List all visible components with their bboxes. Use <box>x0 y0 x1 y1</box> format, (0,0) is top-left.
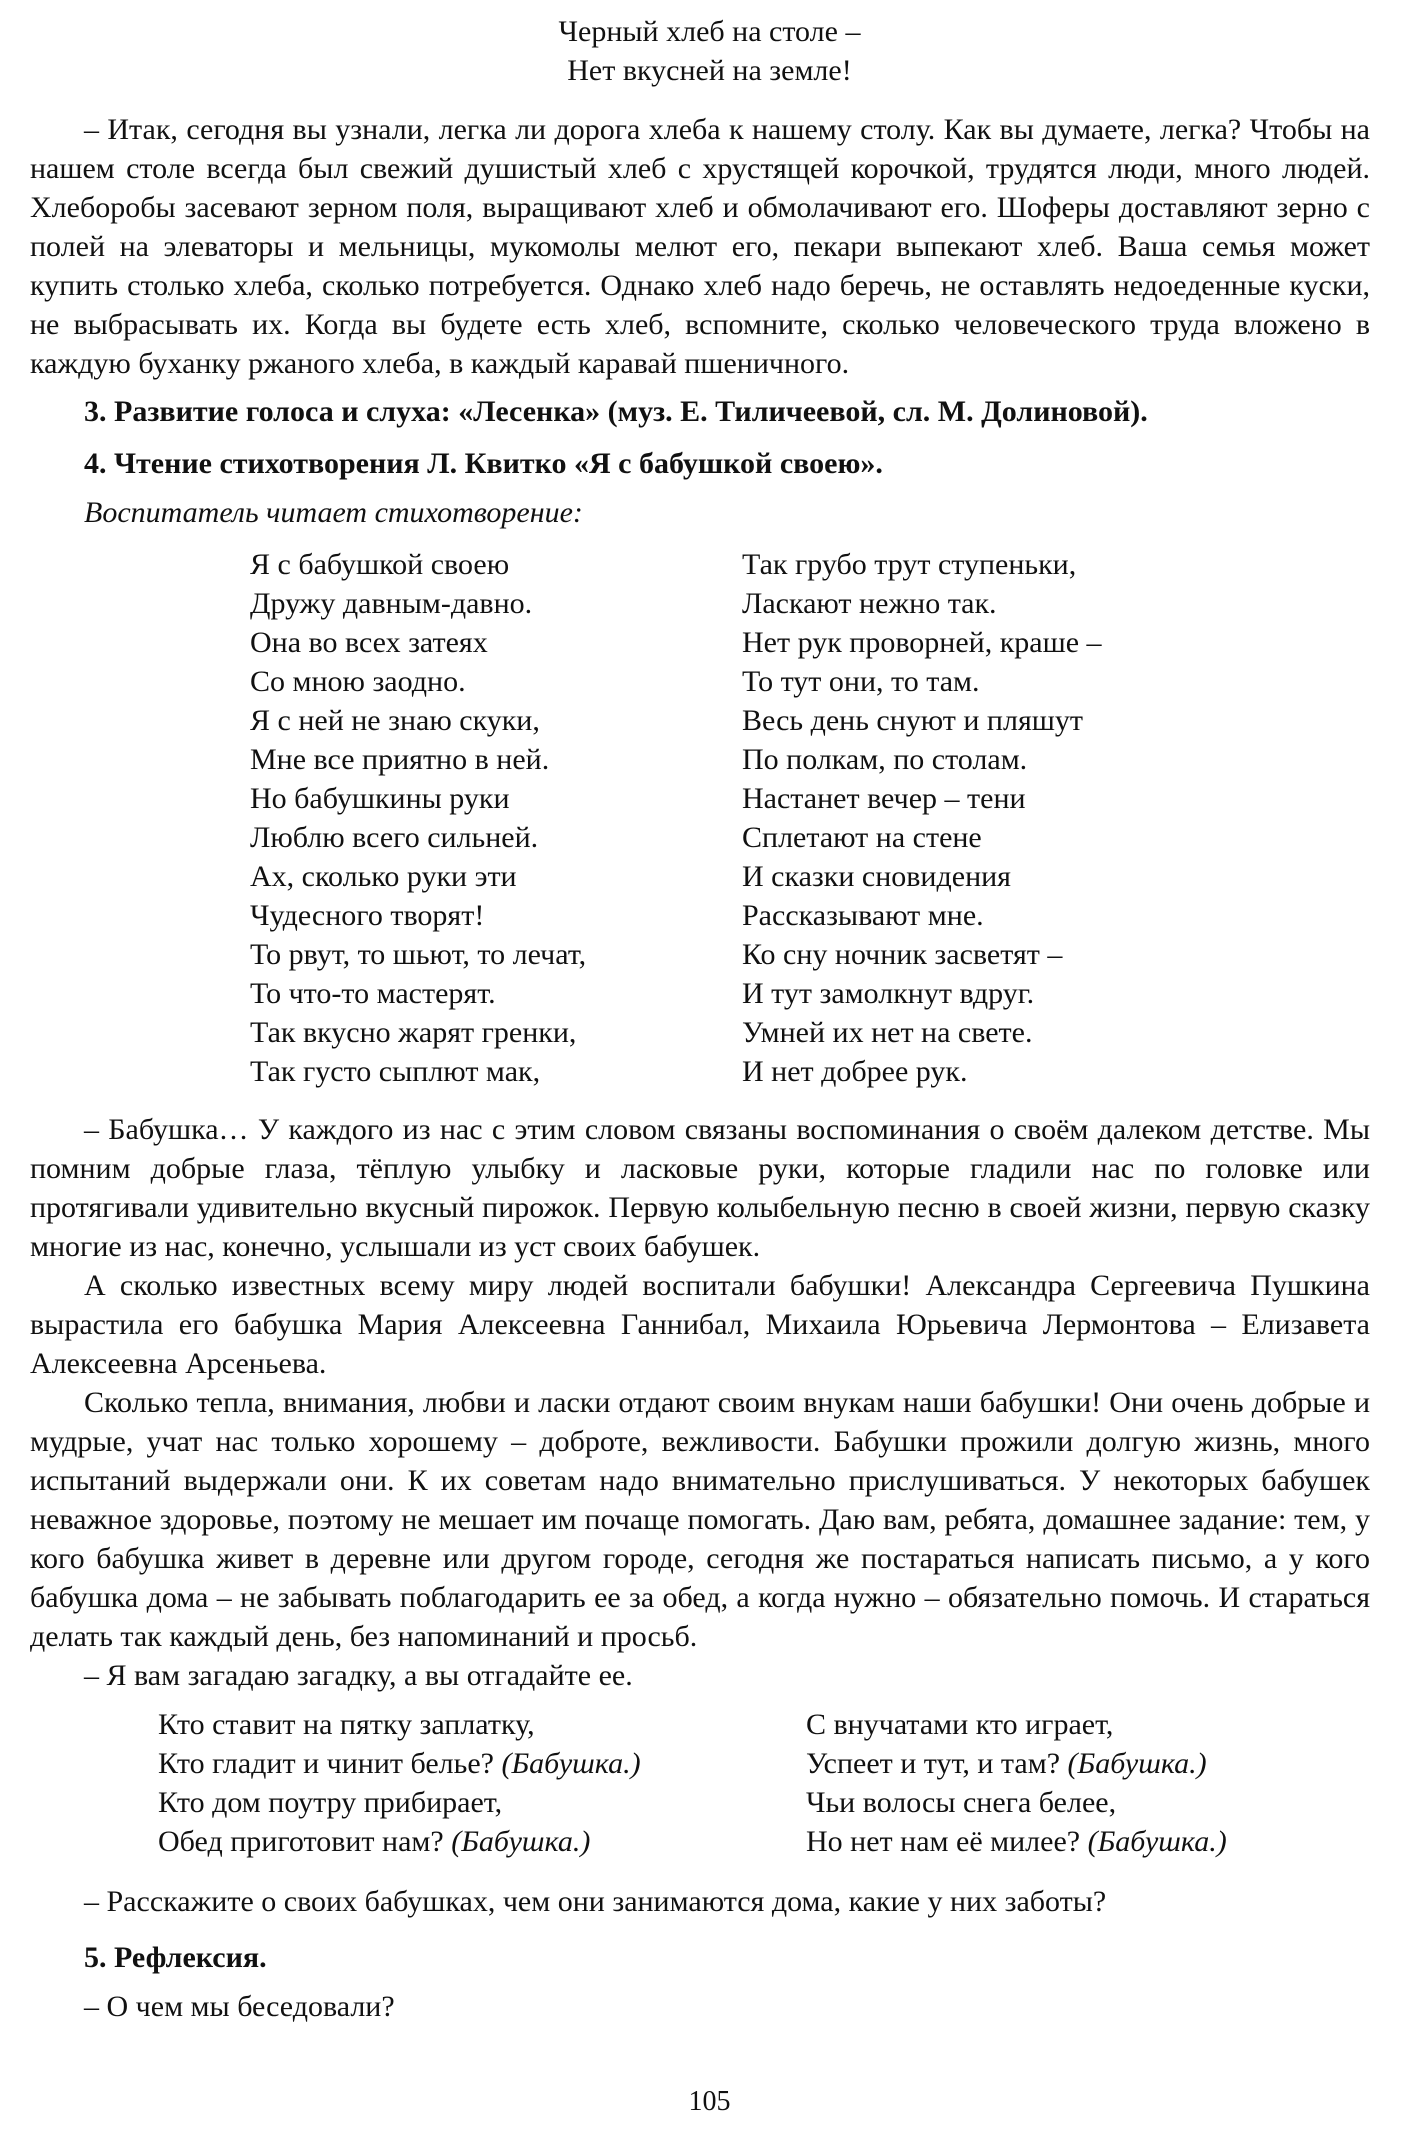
poem-line: И тут замолкнут вдруг. <box>742 977 1035 1010</box>
poem-right-column <box>742 545 1102 1091</box>
poem-line: Весь день снуют и пляшут <box>742 704 1083 737</box>
poem-line: Настанет вечер – тени <box>742 782 1026 815</box>
bread-paragraph-block <box>30 110 1370 383</box>
poem-line: То что-то мастерят. <box>250 977 496 1010</box>
riddle-line: Кто ставит на пятку заплатку, <box>158 1708 535 1741</box>
poem-line: Она во всех затеях <box>250 626 488 659</box>
grandma-question: – Расскажите о своих бабушках, чем они занимаются дома, какие у них заботы? <box>84 1885 1107 1918</box>
grandma-paragraph-1: – Бабушка… У каждого из нас с этим словом связаны воспоминания о своём далеком детстве. Мы помним добрые глаза, тёплую улыбку и ласковые руки, которые гладили нас по головке или протягивали удивительно вкусный пирожок. Первую колыбельную песню в своей жизни, первую сказку многие из нас, конечно, услышали из уст своих бабушек. <box>30 1113 1370 1263</box>
teacher-reads-note: Воспитатель читает стихотворение: <box>84 496 583 529</box>
poem-line: Дружу давным-давно. <box>250 587 533 620</box>
poem-line: Но бабушкины руки <box>250 782 510 815</box>
riddle-line: Обед приготовит нам? (Бабушка.) <box>158 1825 591 1858</box>
poem-left-column <box>250 545 586 1091</box>
poem-line: Нет рук проворней, краше – <box>742 626 1102 659</box>
poem-line: Сплетают на стене <box>742 821 982 854</box>
bread-paragraph: – Итак, сегодня вы узнали, легка ли дорога хлеба к нашему столу. Как вы думаете, легка? Чтобы на нашем столе всегда был свежий душистый хлеб с хрустящей корочкой, трудятся люди, много людей. Хлеборобы засевают зерном поля, выращивают хлеб и обмолачивают его. Шоферы доставляют зерно с полей на элеваторы и мельницы, мукомолы мелют его, пекари выпекают хлеб. Ваша семья может купить столько хлеба, сколько потребуется. Однако хлеб надо беречь, не оставлять недоеденные куски, не выбрасывать их. Когда вы будете есть хлеб, вспомните, сколько человеческого труда вложено в каждую буханку ржаного хлеба, в каждый каравай пшеничного. <box>30 113 1370 380</box>
poem-line: Так вкусно жарят гренки, <box>250 1016 577 1049</box>
poem-line: Ко сну ночник засветят – <box>742 938 1063 971</box>
poem-line: Так густо сыплют мак, <box>250 1055 541 1088</box>
poem-line: Со мною заодно. <box>250 665 466 698</box>
riddle-answer: (Бабушка.) <box>501 1747 641 1780</box>
poem-line: Ласкают нежно так. <box>742 587 997 620</box>
riddle-answer: (Бабушка.) <box>1087 1825 1227 1858</box>
riddle-answer: (Бабушка.) <box>1067 1747 1207 1780</box>
poem-line: То рвут, то шьют, то лечат, <box>250 938 587 971</box>
riddle-intro: – Я вам загадаю загадку, а вы отгадайте ее. <box>84 1659 633 1692</box>
poem-line: Мне все приятно в ней. <box>250 743 550 776</box>
poem-line: Рассказывают мне. <box>742 899 984 932</box>
section-4-heading: 4. Чтение стихотворения Л. Квитко «Я с бабушкой своею». <box>84 447 883 480</box>
poem-line: По полкам, по столам. <box>742 743 1028 776</box>
poem-line: Чудесного творят! <box>250 899 485 932</box>
poem-line: То тут они, то там. <box>742 665 980 698</box>
riddle-right-column <box>806 1705 1227 1861</box>
page-number: 105 <box>688 2086 731 2117</box>
section-5-heading: 5. Рефлексия. <box>84 1941 267 1974</box>
riddle-answer: (Бабушка.) <box>451 1825 591 1858</box>
riddle-line: Кто гладит и чинит белье? (Бабушка.) <box>158 1747 641 1780</box>
epigraph <box>0 12 1419 90</box>
topic-question: – О чем мы беседовали? <box>84 1990 395 2023</box>
poem-line: Я с бабушкой своею <box>250 548 510 581</box>
riddle-left-column <box>158 1705 641 1861</box>
section-3-heading: 3. Развитие голоса и слуха: «Лесенка» (муз. Е. Тиличеевой, сл. М. Долиновой). <box>84 395 1148 428</box>
epigraph-line-2: Нет вкусней на земле! <box>567 54 852 87</box>
riddle-line: Кто дом поутру прибирает, <box>158 1786 503 1819</box>
poem-line: Ах, сколько руки эти <box>250 860 517 893</box>
poem-line: Я с ней не знаю скуки, <box>250 704 540 737</box>
grandma-paragraph-3: Сколько тепла, внимания, любви и ласки отдают своим внукам наши бабушки! Они очень добрые и мудрые, учат нас только хорошему – доброте, вежливости. Бабушки прожили долгую жизнь, много испытаний выдержали они. К их советам надо внимательно прислушиваться. У некоторых бабушек неважное здоровье, поэтому не мешает им почаще помогать. Даю вам, ребята, домашнее задание: тем, у кого бабушка живет в деревне или другом городе, сегодня же постараться написать письмо, а у кого бабушка дома – не забывать поблагодарить ее за обед, а когда нужно – обязательно помочь. И стараться делать так каждый день, без напоминаний и просьб. <box>30 1386 1370 1653</box>
grandma-paragraph-2: А сколько известных всему миру людей воспитали бабушки! Александра Сергеевича Пушкина вырастила его бабушка Мария Алексеевна Ганнибал, Михаила Юрьевича Лермонтова – Елизавета Алексеевна Арсеньева. <box>30 1269 1370 1380</box>
poem-line: Люблю всего сильней. <box>250 821 539 854</box>
riddle-line: Успеет и тут, и там? (Бабушка.) <box>806 1747 1207 1780</box>
poem-line: Так грубо трут ступеньки, <box>742 548 1077 581</box>
riddle-line: Чьи волосы снега белее, <box>806 1786 1117 1819</box>
poem-line: И сказки сновидения <box>742 860 1011 893</box>
epigraph-line-1: Черный хлеб на столе – <box>558 15 861 48</box>
riddle-line: С внучатами кто играет, <box>806 1708 1114 1741</box>
poem-line: Умней их нет на свете. <box>742 1016 1033 1049</box>
riddle-line: Но нет нам её милее? (Бабушка.) <box>806 1825 1227 1858</box>
poem-line: И нет добрее рук. <box>742 1055 968 1088</box>
grandma-paragraphs <box>30 1110 1370 1695</box>
